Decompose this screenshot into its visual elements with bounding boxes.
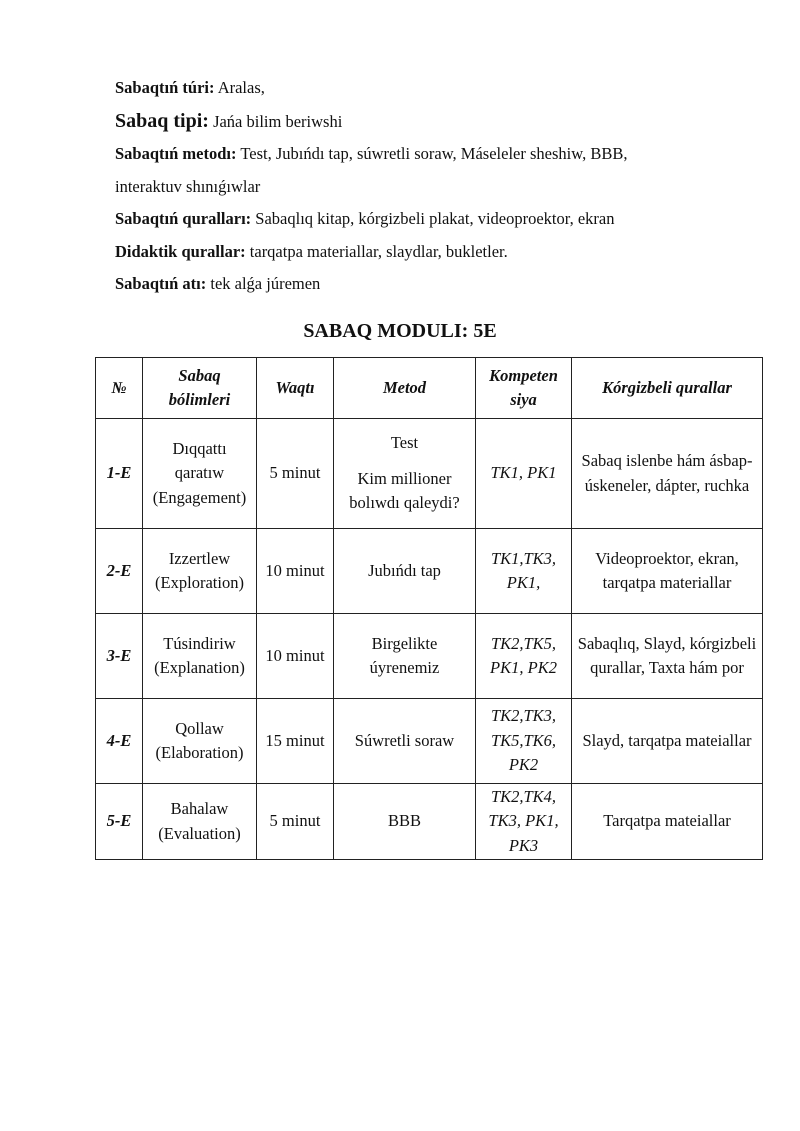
info-lesson-method	[115, 138, 755, 171]
method-text: Test	[390, 433, 419, 453]
info-value: tek alǵa júremen	[210, 274, 321, 293]
row-competence: TK1,TK3, PK1,	[476, 529, 572, 614]
row-competence: TK2,TK4, TK3, PK1, PK3	[476, 784, 572, 860]
info-value: Aralas,	[217, 78, 265, 97]
row-time: 10 minut	[257, 529, 334, 614]
info-label: Didaktik qurallar:	[115, 241, 246, 261]
header-visual-aids: Kórgizbeli qurallar	[572, 358, 763, 419]
info-lesson-type	[115, 105, 755, 139]
info-label: Sabaqtıń quralları:	[115, 209, 252, 228]
info-value: interaktuv shınıǵıwlar	[115, 176, 261, 196]
header-no: №	[96, 358, 143, 419]
table-row	[96, 699, 763, 784]
row-time: 15 minut	[257, 699, 334, 784]
info-lesson-tools	[115, 203, 755, 236]
header-method: Metod	[334, 358, 476, 419]
row-method: Birgelikte úyrenemiz	[334, 614, 476, 699]
row-competence: TK2,TK5, PK1, PK2	[476, 614, 572, 699]
row-visual-aids: Sabaqlıq, Slayd, kórgizbeli qurallar, Taxta hám por	[572, 614, 763, 699]
row-number: 1-E	[96, 419, 143, 529]
row-section: Túsindiriw (Explanation)	[143, 614, 257, 699]
header-competence: Kompeten siya	[476, 358, 572, 419]
row-time: 5 minut	[257, 419, 334, 529]
row-number: 4-E	[96, 699, 143, 784]
table-row	[96, 614, 763, 699]
info-label: Sabaqtıń atı:	[115, 274, 207, 293]
lesson-info	[115, 72, 755, 301]
header-time: Waqtı	[257, 358, 334, 419]
method-subtext: Kim millioner bolıwdı qaleydi?	[349, 468, 460, 513]
module-title: SABAQ MODULI: 5E	[303, 320, 497, 342]
row-method	[334, 419, 476, 529]
info-lesson-method-cont	[115, 171, 755, 204]
row-method: Jubıńdı tap	[334, 529, 476, 614]
row-number: 5-E	[96, 784, 143, 860]
info-value: Test, Jubıńdı tap, súwretli soraw, Máseleler sheshiw, BBB,	[240, 144, 628, 163]
row-section: Izzertlew (Exploration)	[143, 529, 257, 614]
row-time: 5 minut	[257, 784, 334, 860]
header-sections: Sabaq bólimleri	[143, 358, 257, 419]
info-lesson-kind	[115, 72, 755, 105]
info-lesson-name	[115, 268, 755, 301]
table-row	[96, 784, 763, 860]
row-visual-aids: Sabaq islenbe hám ásbap-úskeneler, dápter, ruchka	[572, 419, 763, 529]
table-header-row	[96, 358, 763, 419]
info-value: Sabaqlıq kitap, kórgizbeli plakat, videoproektor, ekran	[255, 209, 615, 228]
row-number: 3-E	[96, 614, 143, 699]
table-row	[96, 529, 763, 614]
row-time: 10 minut	[257, 614, 334, 699]
row-method: Súwretli soraw	[334, 699, 476, 784]
row-method: BBB	[334, 784, 476, 860]
row-visual-aids: Tarqatpa mateiallar	[572, 784, 763, 860]
row-visual-aids: Slayd, tarqatpa mateiallar	[572, 699, 763, 784]
info-value: Jańa bilim beriwshi	[213, 111, 343, 131]
lesson-module-table	[95, 357, 763, 860]
row-visual-aids: Videoproektor, ekran, tarqatpa materiallar	[572, 529, 763, 614]
info-label: Sabaq tipi:	[115, 109, 209, 132]
row-section: Dıqqattı qaratıw (Engagement)	[143, 419, 257, 529]
info-value: tarqatpa materiallar, slaydlar, bukletler.	[249, 241, 508, 261]
row-competence: TK2,TK3, TK5,TK6, PK2	[476, 699, 572, 784]
info-label: Sabaqtıń metodı:	[115, 144, 237, 163]
row-section: Qollaw (Elaboration)	[143, 699, 257, 784]
table-row	[96, 419, 763, 529]
info-label: Sabaqtıń túri:	[115, 78, 215, 97]
info-didactic-tools	[115, 236, 755, 269]
row-number: 2-E	[96, 529, 143, 614]
row-competence: TK1, PK1	[476, 419, 572, 529]
row-section: Bahalaw (Evaluation)	[143, 784, 257, 860]
